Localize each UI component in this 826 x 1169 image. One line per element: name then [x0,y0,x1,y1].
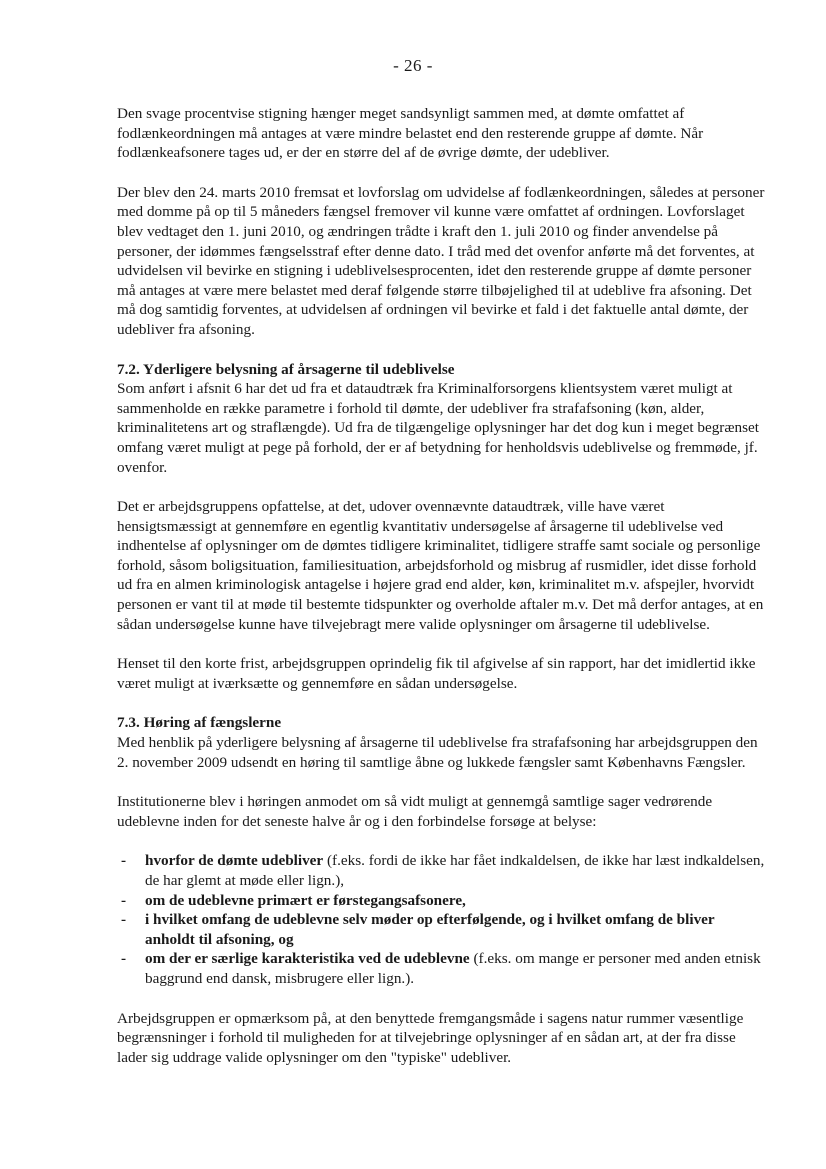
bullet-bold: hvorfor de dømte udebliver [145,852,324,870]
list-item [117,910,765,949]
bullet-text: (f.eks. om mange er personer med anden etnisk baggrund end dansk, misbrugere eller lign.). [145,950,761,987]
bullet-bold: om de udeblevne primært er førstegangsafsonere, [145,891,466,909]
bullet-dash: - [121,911,127,929]
bullet-bold: om der er særlige karakteristika ved de udeblevne [145,950,470,968]
paragraph: Henset til den korte frist, arbejdsgruppen oprindelig fik til afgivelse af sin rapport, har det imidlertid ikke været muligt at iværksætte og gennemføre en sådan undersøgelse. [117,655,756,692]
bullet-bold: i hvilket omfang de udeblevne selv møder op efterfølgende, og i hvilket omfang de bliver anholdt til afsoning, og [145,911,715,948]
bullet-dash: - [121,950,127,968]
section-heading-7-3: 7.3. Høring af fængslerne [117,714,282,732]
list-item [117,851,765,890]
bullet-list [117,851,765,988]
bullet-dash: - [121,891,127,909]
paragraph: Den svage procentvise stigning hænger meget sandsynligt sammen med, at dømte omfattet af fodlænkeordningen må antages at være mindre belastet end den resterende gruppe af dømte. Når fodlænkeafsonere tages ud, er der en større del af de øvrige dømte, der udebliver. [117,105,704,162]
paragraph: Som anført i afsnit 6 har det ud fra et dataudtræk fra Kriminalforsorgens klientsystem været muligt at sammenholde en række parametre i forhold til dømte, der udebliver fra strafafsoning (køn, alder, kriminalitetens art og straflængde). Ud fra de tilgængelige oplysninger har det dog kun i meget begrænset omfang været muligt at pege på forhold, der er af betydning for henholdsvis udeblivelse og fremmøde, jf. ovenfor. [117,380,759,476]
page-number: - 26 - [393,56,433,75]
list-item [117,949,765,988]
page-body [117,104,765,1067]
paragraph: Med henblik på yderligere belysning af årsagerne til udeblivelse fra strafafsoning har arbejdsgruppen den 2. november 2009 udsendt en høring til samtlige åbne og lukkede fængsler samt Københavns Fængsler. [117,734,758,771]
list-item [117,891,765,911]
bullet-text: (f.eks. fordi de ikke har fået indkaldelsen, de ikke har læst indkaldelsen, de har glemt at møde eller lign.), [145,852,765,889]
paragraph: Det er arbejdsgruppens opfattelse, at det, udover ovennævnte dataudtræk, ville have været hensigtsmæssigt at gennemføre en egentlig kvantitativ undersøgelse af årsagerne til udeblivelse ved indhentelse af oplysninger om de dømtes tidligere kriminalitet, tidligere straffe samt sociale og personlige forhold, såsom boligsituation, familiesituation, arbejdsforhold og misbrug af rusmidler, idet disse forhold ud fra en almen kriminologisk antagelse i højere grad end alder, køn, kriminalitet m.v. afspejler, hvorvidt personen er vant til at møde til bestemte tidspunkter og overholde aftaler m.v. Det må derfor antages, at en sådan undersøgelse kunne have tilvejebragt mere valide oplysninger om årsagerne til udeblivelse. [117,498,764,633]
paragraph: Der blev den 24. marts 2010 fremsat et lovforslag om udvidelse af fodlænkeordningen, således at personer med domme på op til 5 måneders fængsel fremover vil kunne være omfattet af ordningen. Lovforslaget blev vedtaget den 1. juni 2010, og ændringen trådte i kraft den 1. juli 2010 og finder anvendelse på personer, der idømmes fængselsstraf efter denne dato. I tråd med det ovenfor anførte må det forventes, at udvidelsen vil bevirke en stigning i udeblivelsesprocenten, idet den resterende gruppe af dømte personer må antages at være mere belastet med deraf følgende større tilbøjelighed til at udeblive fra afsoning. Det må dog samtidig forventes, at udvidelsen af ordningen vil bevirke et fald i det faktuelle antal dømte, der udebliver fra afsoning. [117,183,765,338]
paragraph: Institutionerne blev i høringen anmodet om så vidt muligt at gennemgå samtlige sager vedrørende udeblevne inden for det seneste halve år og i den forbindelse forsøge at belyse: [117,793,713,830]
section-heading-7-2: 7.2. Yderligere belysning af årsagerne til udeblivelse [117,360,455,378]
paragraph: Arbejdsgruppen er opmærksom på, at den benyttede fremgangsmåde i sagens natur rummer væsentlige begrænsninger i forhold til muligheden for at tilvejebringe oplysninger af en sådan art, at der fra disse lader sig uddrage valide oplysninger om den "typiske" udebliver. [117,1009,744,1066]
bullet-dash: - [121,852,127,870]
